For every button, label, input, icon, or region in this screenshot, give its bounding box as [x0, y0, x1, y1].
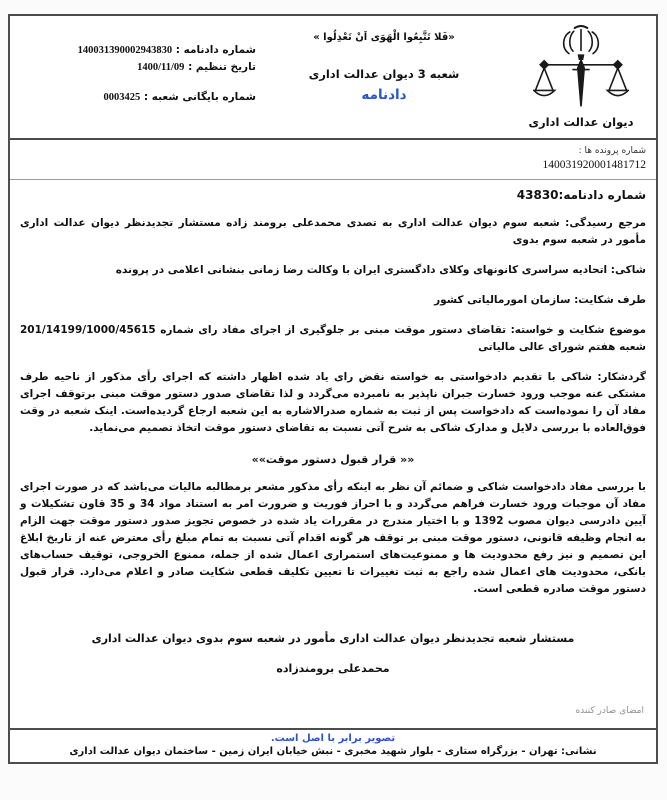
signature-block: [20, 632, 646, 675]
case-files-label: شماره پرونده ها :: [578, 146, 646, 156]
section-plaintiff: [20, 262, 646, 279]
section-proceedings: [20, 369, 646, 437]
court-address: نشانی: تهران - بزرگراه ستاری - بلوار شهید مخبری - نبش خیابان ایران زمین - ساختمان دیوان عدالت اداری: [69, 746, 597, 757]
section-defendant-label: طرف شکایت:: [574, 294, 646, 306]
section-defendant-text: سازمان امورمالیاتی کشور: [434, 294, 571, 306]
section-authority: [20, 215, 646, 249]
document-body: [10, 180, 656, 675]
section-plaintiff-label: شاکی:: [610, 264, 646, 276]
quran-quote: «فَلا تَتَّبِعُوا الْهَوَی اَنْ تَعْدِلُوا »: [313, 32, 455, 43]
verdict-number-field: [28, 42, 256, 59]
branch-title: شعبه 3 دیوان عدالت اداری: [308, 67, 460, 81]
logo-caption: دیوان عدالت اداری: [528, 115, 634, 129]
signatory-name: محمدعلی برومندزاده: [276, 662, 390, 675]
archive-number-label: شماره بایگانی شعبه :: [143, 91, 256, 103]
archive-number-value: 0003425: [103, 92, 141, 103]
section-authority-label: مرجع رسیدگی:: [565, 217, 647, 229]
certified-copy-note: تصویر برابر با اصل است.: [270, 733, 396, 744]
document-footer: [10, 728, 656, 762]
header-center: [262, 16, 506, 138]
document-type-title: دادنامه: [361, 87, 407, 103]
section-authority-text: شعبه سوم دیوان عدالت اداری به تصدی محمدعلی برومند زاده مستشار تجدیدنظر دیوان عدالت اداری مأمور در شعبه سوم بدوی: [20, 217, 646, 246]
verdict-line-value: 43830: [516, 188, 559, 202]
section-subject: [20, 322, 646, 356]
court-logo-block: [506, 16, 656, 138]
case-numbers-block: [10, 140, 656, 173]
section-proceedings-label: گردشکار:: [597, 371, 647, 383]
verdict-number-label: شماره دادنامه :: [175, 44, 256, 56]
verdict-number-line: [20, 188, 646, 202]
verdict-number-value: 140031390002943830: [77, 45, 173, 56]
issue-date-label: تاریخ تنظیم :: [188, 61, 256, 73]
section-defendant: [20, 292, 646, 309]
case-files-number: 140031920001481712: [542, 159, 646, 171]
signatory-title: مستشار شعبه تجدیدنظر دیوان عدالت اداری مأمور در شعبه سوم بدوی دیوان عدالت اداری: [91, 632, 575, 645]
section-proceedings-text: شاکی با تقدیم دادخواستی به خواسته نقض رای یاد شده اظهار داشته که اجرای رأی مذکور از ناحیه طرف مشتکی عنه موجب ورود خسارت جبران ناپذیر به نامبرده می‌گردد و لذا تقاضای صدور دستور موقت مبنی برتوقف اجرای مفاد آن را نموده‌است که دادخواست پس از ثبت به شماره صدرالاشاره به این شعبه ارجاع گردیده‌است. اینک شعبه در وقت فوق‌العاده با بررسی دلایل و مدارک شاکی به شرح آتی نسبت به تقاضای دستور موقت اتخاذ تصمیم می‌نماید.: [20, 371, 646, 434]
issuer-signature-note: امضای صادر کننده: [575, 706, 644, 716]
issue-date-value: 1400/11/09: [137, 62, 185, 73]
verdict-line-label: شماره دادنامه:: [558, 188, 646, 202]
court-verdict-document: [8, 14, 658, 764]
ruling-heading: «« قرار قبول دستور موقت»»: [251, 453, 415, 466]
archive-number-field: [28, 89, 256, 106]
header-fields: [10, 16, 262, 138]
ruling-body: با بررسی مفاد دادخواست شاکی و ضمائم آن نظر به اینکه رأی مذکور مشعر برمطالبه مالیات می‌باشد که در صورت اجرای مفاد آن موجبات ورود خسارت فراهم می‌گردد و با احراز فوریت و ضرورت امر به استناد مواد 34 و 35 قاون تشکیلات و آیین دادرسی دیوان مصوب 1392 و با اختیار مندرج در مقررات یاد شده در خصوص تجویز صدور دستور موقت جهت الزام به انجام وظیفه قانونی، دستور موقت مبنی بر توقف هر گونه اقدام آتی نسبت به تمام مبلغ رأی معترض عنه از تاریخ ابلاغ این تصمیم و نیز رفع محدودیت ها و ممنوعیت‌های استمراری اعمال شده از جمله، ممنوع الخروجی، توقیف حساب‌های بانکی، محدودیت های اعمال شده راجع به ثبت تغییرات تا تعیین تکلیف قطعی شکایت صادر و اعلام می‌دارد. قرار قبول دستور موقت صادره قطعی است.: [20, 481, 646, 595]
section-subject-label: موضوع شکایت و خواسته:: [510, 324, 647, 336]
document-header: [10, 16, 656, 140]
section-plaintiff-text: اتحادیه سراسری کانونهای وکلای دادگستری ایران با وکالت رضا زمانی بنشانی اعلامی در پرونده: [115, 264, 608, 276]
scales-of-justice-icon: [506, 22, 656, 114]
issue-date-field: [28, 59, 256, 76]
section-subject-text: تقاضای دستور موقت مبنی بر جلوگیری از اجرای مفاد رای شماره 201/14199/1000/45615 شعبه هفتم شورای عالی مالیاتی: [20, 324, 646, 353]
